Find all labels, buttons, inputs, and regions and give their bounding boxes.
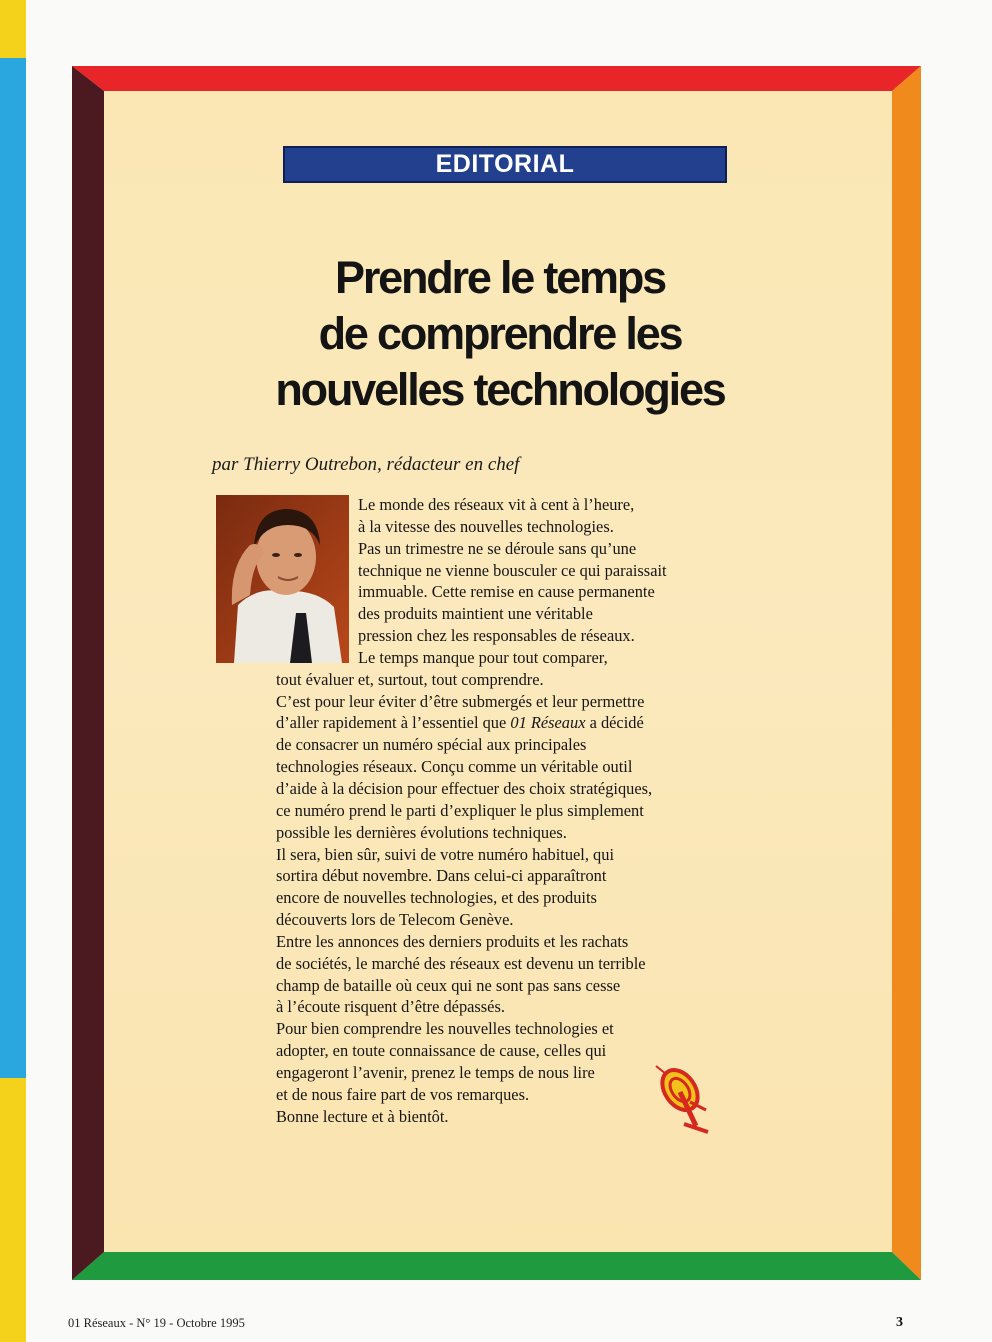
body-line: adopter, en toute connaissance de cause, celles qui [276, 1041, 607, 1061]
body-line: Il sera, bien sûr, suivi de votre numéro habituel, qui [276, 844, 615, 864]
body-line: ce numéro prend le parti d’expliquer le plus simplement [276, 800, 644, 820]
body-line: à l’écoute risquent d’être dépassés. [276, 997, 505, 1017]
body-line: Pour bien comprendre les nouvelles technologies et [276, 1019, 614, 1039]
body-line: tout évaluer et, surtout, tout comprendre. [276, 669, 544, 689]
body-line: Le temps manque pour tout comparer, [358, 647, 608, 667]
spine-yellow-top [0, 0, 26, 58]
body-line: de consacrer un numéro spécial aux principales [276, 735, 587, 755]
satellite-dish-icon [650, 1062, 714, 1138]
headline-line: Prendre le temps [335, 252, 665, 303]
body-line: C’est pour leur éviter d’être submergés et leur permettre [276, 691, 645, 711]
body-line: d’aide à la décision pour effectuer des choix stratégiques, [276, 778, 653, 798]
body-line: possible les dernières évolutions techniques. [276, 822, 567, 842]
body-line: sortira début novembre. Dans celui-ci apparaîtront [276, 866, 607, 886]
body-line: encore de nouvelles technologies, et des produits [276, 888, 597, 908]
spine-yellow-bottom [0, 1078, 26, 1342]
body-line-suffix: a décidé [585, 713, 644, 733]
body-line: Le monde des réseaux vit à cent à l’heure, [358, 495, 635, 514]
body-line: à la vitesse des nouvelles technologies. [358, 516, 614, 536]
body-line: pression chez les responsables de réseaux. [358, 626, 635, 646]
body-line: champ de bataille où ceux qui ne sont pas sans cesse [276, 975, 621, 995]
page-number: 3 [896, 1315, 903, 1330]
body-line: et de nous faire part de vos remarques. [276, 1084, 530, 1104]
editorial-body [276, 494, 736, 1127]
body-line: technologies réseaux. Conçu comme un véritable outil [276, 757, 633, 777]
footer-issue: 01 Réseaux - N° 19 - Octobre 1995 [68, 1316, 245, 1330]
frame-right [892, 66, 921, 1280]
body-line: Bonne lecture et à bientôt. [276, 1106, 449, 1126]
headline-line: nouvelles technologies [275, 364, 725, 415]
body-line: découverts lors de Telecom Genève. [276, 910, 514, 930]
body-line: Pas un trimestre ne se déroule sans qu’une [358, 538, 637, 558]
frame-top [72, 66, 921, 91]
body-line-prefix: d’aller rapidement à l’essentiel que [276, 713, 511, 733]
body-line: engageront l’avenir, prenez le temps de nous lire [276, 1062, 595, 1082]
headline-line: de comprendre les [318, 308, 682, 359]
frame-left [72, 66, 104, 1280]
body-line-italic [276, 712, 736, 734]
spine-blue [0, 58, 26, 1078]
body-line: technique ne vienne bousculer ce qui paraissait [358, 560, 667, 580]
section-banner: EDITORIAL [283, 146, 727, 183]
frame-bottom [72, 1252, 921, 1280]
byline: par Thierry Outrebon, rédacteur en chef [212, 454, 520, 475]
body-line: Entre les annonces des derniers produits et les rachats [276, 931, 629, 951]
headline [200, 250, 800, 418]
magazine-name: 01 Réseaux [510, 713, 586, 733]
body-line: immuable. Cette remise en cause permanente [358, 582, 655, 602]
body-line: des produits maintient une véritable [358, 604, 593, 624]
body-line: de sociétés, le marché des réseaux est devenu un terrible [276, 953, 646, 973]
